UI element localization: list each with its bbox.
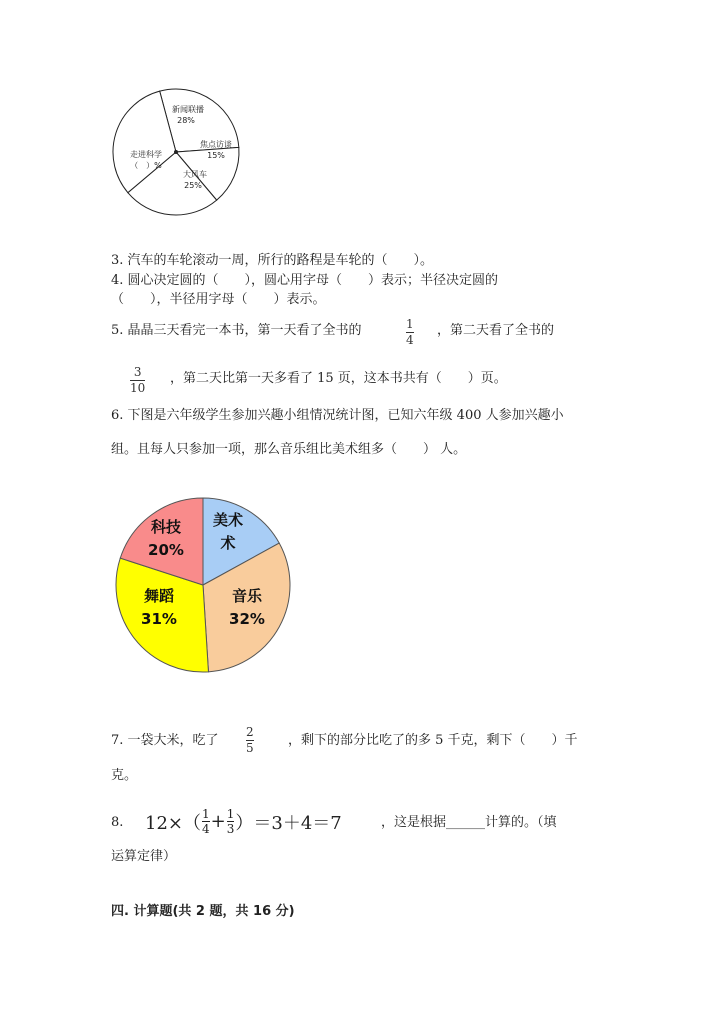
q8-expr-suffix: ）＝3＋4＝7	[235, 812, 342, 834]
question-4-line2: （ ），半径用字母（ ）表示。	[111, 292, 326, 307]
q7-fraction-numerator: 2	[246, 725, 254, 739]
pie1-value-wind: 25%	[184, 181, 202, 190]
q7-fraction	[246, 726, 254, 755]
question-7-part2: ，剩下的部分比吃了的多 5 千克，剩下（ ）千	[288, 733, 578, 748]
q5-fraction-2-numerator: 3	[133, 365, 142, 379]
question-5-part3: ，第二天比第一天多看了 15 页，这本书共有（ ）页。	[170, 371, 507, 386]
q8-fraction-1	[202, 808, 210, 835]
question-6-line2: 组。且每人只参加一项，那么音乐组比美术组多（ ） 人。	[111, 442, 467, 457]
pie1-label-wind: 大风车	[183, 170, 207, 179]
q5-fraction-1-denominator: 4	[406, 333, 414, 347]
pie1-value-focus: 15%	[207, 151, 225, 160]
q5-fraction-1	[406, 318, 414, 347]
question-4-line1: 4. 圆心决定圆的（ ），圆心用字母（ ）表示；半径决定圆的	[111, 273, 499, 288]
q5-fraction-2	[130, 366, 145, 395]
question-8-expression	[145, 808, 342, 835]
question-8-line2: 运算定律）	[111, 849, 177, 864]
pie-chart-interest-groups	[106, 494, 300, 678]
pie1-label-news: 新闻联播	[172, 105, 204, 114]
pie1-value-science: （ ）%	[130, 161, 162, 170]
question-7-line2: 克。	[111, 768, 138, 783]
pie1-label-science: 走进科学	[130, 150, 162, 159]
question-6-line1: 6. 下图是六年级学生参加兴趣小组情况统计图，已知六年级 400 人参加兴趣小	[111, 408, 564, 423]
q8-plus: +	[210, 811, 226, 832]
pie1-label-focus: 焦点访谈	[200, 140, 232, 149]
pie2-label-music: 音乐	[231, 587, 263, 605]
question-8-number: 8.	[111, 815, 124, 830]
pie2-label-art: 美术	[212, 511, 244, 529]
question-7-part1: 7. 一袋大米，吃了	[111, 733, 219, 748]
pie1-value-news: 28%	[177, 116, 195, 125]
pie2-value-dance: 31%	[141, 610, 177, 628]
pie2-label-art-2: 术	[220, 534, 236, 552]
q8-fraction-2-numerator: 1	[226, 807, 235, 821]
q5-fraction-2-denominator: 10	[130, 381, 146, 395]
pie2-label-tech: 科技	[150, 518, 182, 536]
q8-fraction-1-numerator: 1	[202, 807, 210, 821]
question-5-part2: ，第二天看了全书的	[437, 323, 555, 338]
pie2-value-tech: 20%	[148, 541, 184, 559]
q5-fraction-1-numerator: 1	[406, 317, 414, 331]
pie2-slices	[116, 498, 290, 672]
pie1-center-dot	[174, 150, 178, 154]
q8-expr-prefix: 12×（	[145, 812, 201, 834]
pie-chart-tv-programs	[108, 86, 244, 218]
q8-fraction-2-denominator: 3	[226, 822, 235, 836]
question-8-text: ，这是根据______计算的。（填	[381, 815, 557, 830]
q8-fraction-1-denominator: 4	[202, 822, 210, 836]
q8-fraction-2	[227, 808, 235, 835]
question-3: 3. 汽车的车轮滚动一周，所行的路程是车轮的（ ）。	[111, 253, 434, 268]
pie2-label-dance: 舞蹈	[143, 587, 175, 605]
section-4-title: 四. 计算题(共 2 题，共 16 分)	[111, 904, 295, 919]
pie2-value-music: 32%	[229, 610, 265, 628]
question-5-part1: 5. 晶晶三天看完一本书，第一天看了全书的	[111, 323, 362, 338]
q7-fraction-denominator: 5	[246, 741, 254, 755]
